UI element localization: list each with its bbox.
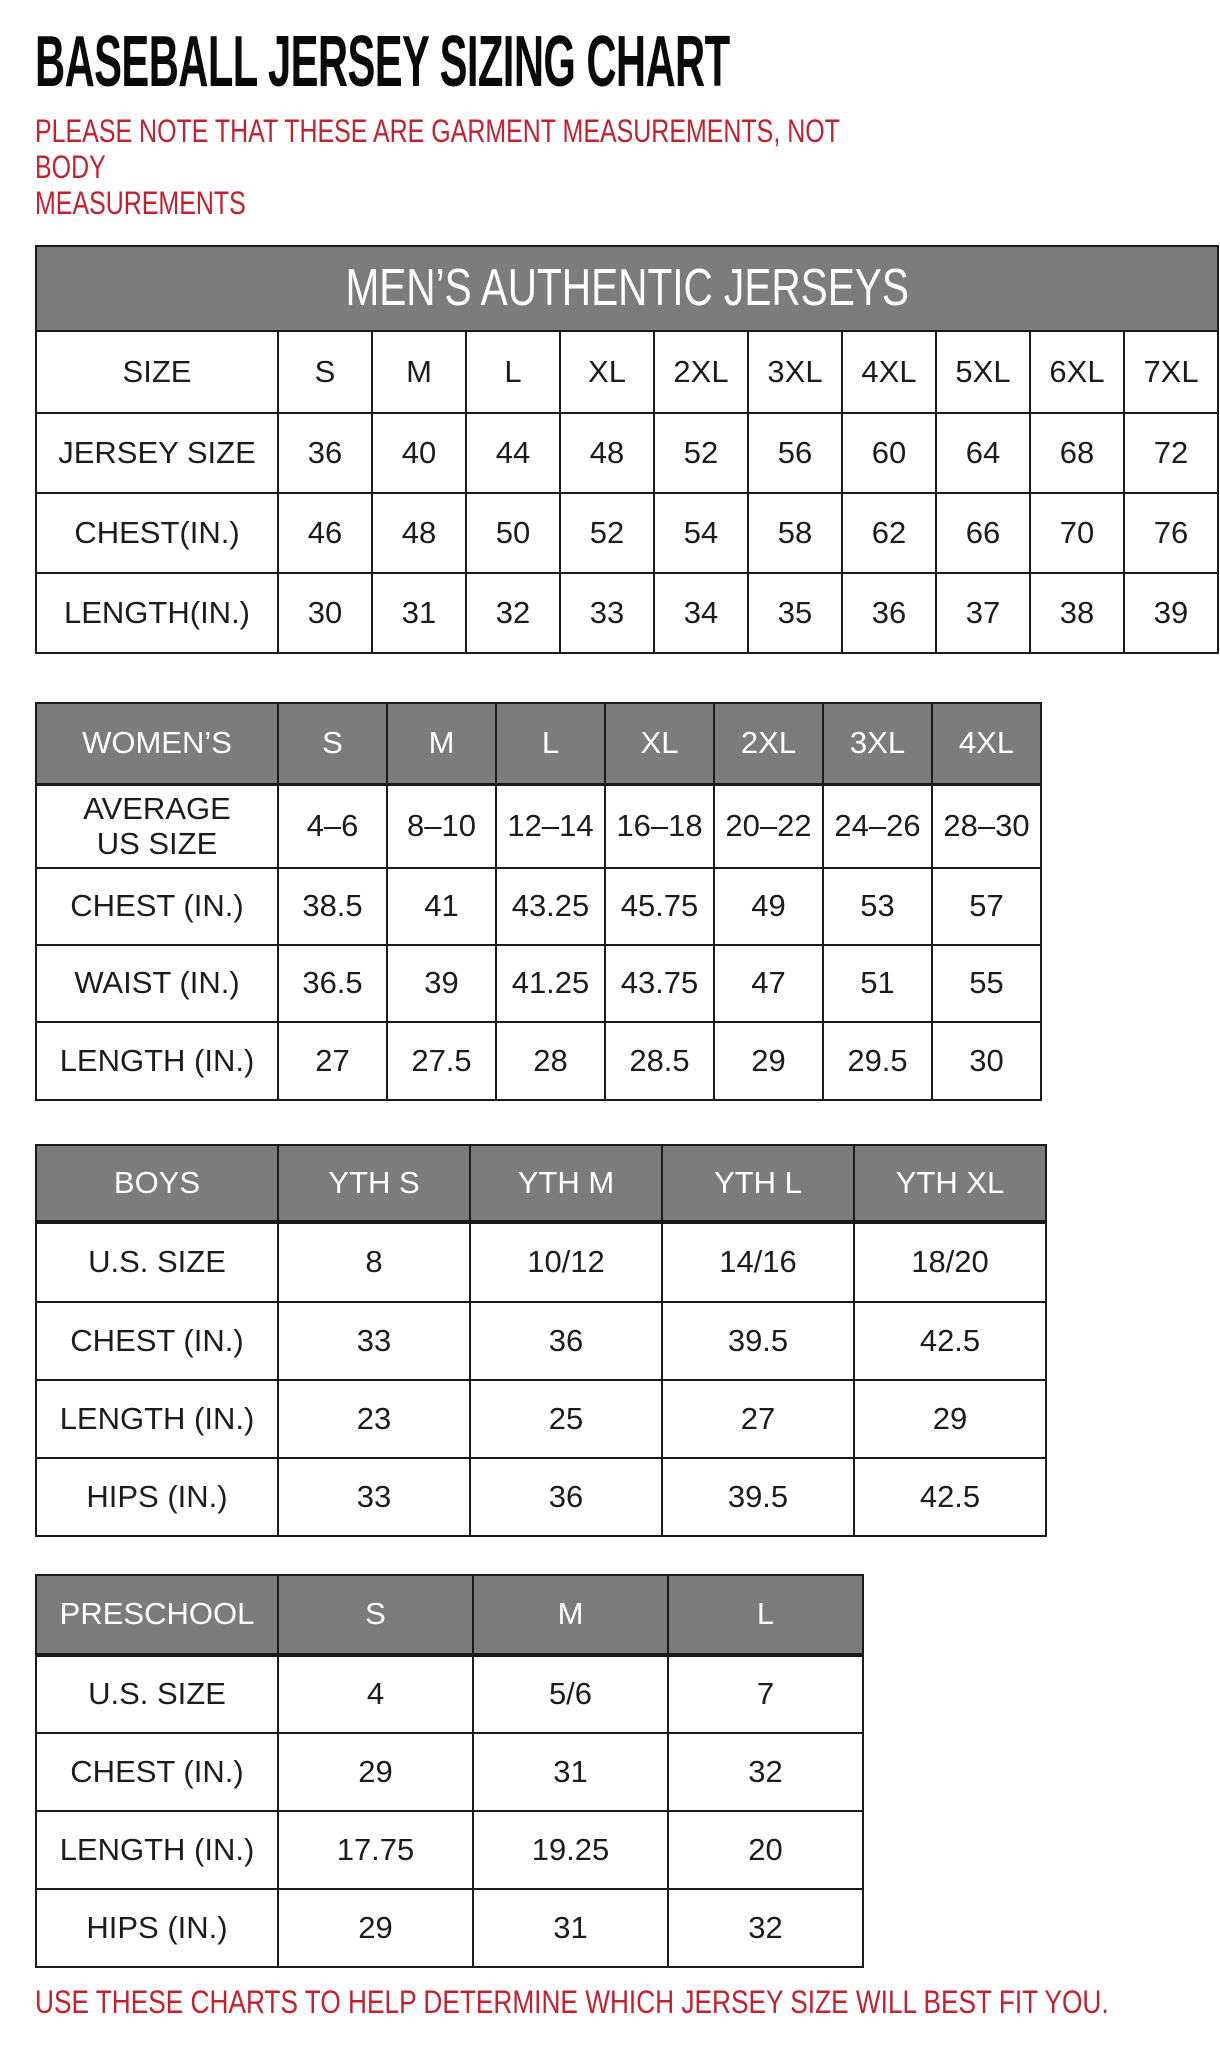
column-header: SIZE [36, 331, 278, 413]
size-value: 25 [470, 1380, 662, 1458]
size-value: 33 [560, 573, 654, 653]
size-value: 44 [466, 413, 560, 493]
table-row [36, 1733, 863, 1811]
size-value: 27 [278, 1022, 387, 1100]
column-header: YTH M [470, 1145, 662, 1222]
size-value: 49 [714, 868, 823, 945]
size-value: 16–18 [605, 785, 714, 868]
size-value: 37 [936, 573, 1030, 653]
size-value: 33 [278, 1458, 470, 1536]
size-value: 28 [496, 1022, 605, 1100]
size-value: 58 [748, 493, 842, 573]
column-header: 2XL [714, 703, 823, 785]
row-label: JERSEY SIZE [36, 413, 278, 493]
column-header: 2XL [654, 331, 748, 413]
mens-table-banner [36, 246, 1218, 331]
size-value: 35 [748, 573, 842, 653]
size-value: 56 [748, 413, 842, 493]
column-header: PRESCHOOL [36, 1575, 278, 1655]
table-row [36, 1889, 863, 1967]
table-row [36, 1575, 863, 1655]
size-value: 7 [668, 1655, 863, 1733]
size-value: 14/16 [662, 1222, 854, 1302]
size-value: 60 [842, 413, 936, 493]
size-value: 32 [668, 1889, 863, 1967]
size-value: 24–26 [823, 785, 932, 868]
size-value: 32 [466, 573, 560, 653]
column-header: 6XL [1030, 331, 1124, 413]
size-value: 34 [654, 573, 748, 653]
size-value: 29 [714, 1022, 823, 1100]
size-value: 36 [470, 1458, 662, 1536]
row-label: CHEST (IN.) [36, 868, 278, 945]
size-value: 70 [1030, 493, 1124, 573]
table-row [36, 1302, 1046, 1380]
row-label: HIPS (IN.) [36, 1889, 278, 1967]
size-value: 20 [668, 1811, 863, 1889]
size-value: 29 [854, 1380, 1046, 1458]
table-row [36, 331, 1218, 413]
size-value: 36 [842, 573, 936, 653]
table-row [36, 1222, 1046, 1302]
column-header: M [473, 1575, 668, 1655]
size-value: 30 [278, 573, 372, 653]
row-label: CHEST (IN.) [36, 1302, 278, 1380]
mens-jerseys-table [35, 245, 1219, 654]
fit-advice-text: USE THESE CHARTS TO HELP DETERMINE WHICH JERSEY SIZE WILL BEST FIT YOU. [35, 1983, 1109, 2020]
boys-jerseys-table [35, 1144, 1047, 1537]
size-value: 66 [936, 493, 1030, 573]
table-row [36, 945, 1041, 1022]
size-value: 27.5 [387, 1022, 496, 1100]
column-header: YTH XL [854, 1145, 1046, 1222]
table-row [36, 868, 1041, 945]
size-value: 42.5 [854, 1458, 1046, 1536]
size-value: 76 [1124, 493, 1218, 573]
column-header: S [278, 703, 387, 785]
size-value: 10/12 [470, 1222, 662, 1302]
column-header: 4XL [842, 331, 936, 413]
table-row [36, 785, 1041, 868]
column-header: L [496, 703, 605, 785]
size-value: 8 [278, 1222, 470, 1302]
row-label: U.S. SIZE [36, 1655, 278, 1733]
size-value: 31 [473, 1733, 668, 1811]
column-header: 5XL [936, 331, 1030, 413]
table-row [36, 1458, 1046, 1536]
row-label: WAIST (IN.) [36, 945, 278, 1022]
size-value: 23 [278, 1380, 470, 1458]
column-header: M [372, 331, 466, 413]
size-value: 51 [823, 945, 932, 1022]
table-row [36, 493, 1218, 573]
size-value: 8–10 [387, 785, 496, 868]
column-header: 3XL [823, 703, 932, 785]
row-label: HIPS (IN.) [36, 1458, 278, 1536]
column-header: BOYS [36, 1145, 278, 1222]
size-value: 40 [372, 413, 466, 493]
column-header: 4XL [932, 703, 1041, 785]
size-value: 36 [470, 1302, 662, 1380]
size-value: 72 [1124, 413, 1218, 493]
column-header: XL [605, 703, 714, 785]
row-label: LENGTH (IN.) [36, 1380, 278, 1458]
page-title-text: BASEBALL JERSEY SIZING CHART [35, 22, 730, 102]
size-value: 32 [668, 1733, 863, 1811]
womens-jerseys-table [35, 702, 1042, 1101]
mens-table-banner-text: MEN’S AUTHENTIC JERSEYS [345, 259, 909, 318]
size-value: 48 [560, 413, 654, 493]
size-value: 64 [936, 413, 1030, 493]
size-value: 42.5 [854, 1302, 1046, 1380]
size-value: 62 [842, 493, 936, 573]
row-label: CHEST (IN.) [36, 1733, 278, 1811]
size-value: 50 [466, 493, 560, 573]
size-value: 45.75 [605, 868, 714, 945]
column-header: 3XL [748, 331, 842, 413]
table-row [36, 1022, 1041, 1100]
size-value: 5/6 [473, 1655, 668, 1733]
size-value: 33 [278, 1302, 470, 1380]
size-value: 4–6 [278, 785, 387, 868]
row-label: LENGTH (IN.) [36, 1022, 278, 1100]
size-value: 36.5 [278, 945, 387, 1022]
row-label: CHEST(IN.) [36, 493, 278, 573]
size-value: 46 [278, 493, 372, 573]
column-header: L [466, 331, 560, 413]
column-header: YTH S [278, 1145, 470, 1222]
size-value: 43.25 [496, 868, 605, 945]
table-row [36, 1145, 1046, 1222]
garment-note-line-1: PLEASE NOTE THAT THESE ARE GARMENT MEASUREMENTS, NOT BODY [35, 112, 840, 185]
size-value: 29.5 [823, 1022, 932, 1100]
column-header: M [387, 703, 496, 785]
size-value: 19.25 [473, 1811, 668, 1889]
size-value: 31 [473, 1889, 668, 1967]
size-value: 31 [372, 573, 466, 653]
column-header: S [278, 331, 372, 413]
table-row [36, 246, 1218, 331]
size-value: 17.75 [278, 1811, 473, 1889]
table-row [36, 1811, 863, 1889]
table-row [36, 1380, 1046, 1458]
table-row [36, 413, 1218, 493]
size-value: 41 [387, 868, 496, 945]
row-label-text: AVERAGE US SIZE [83, 790, 231, 862]
row-label [36, 785, 278, 868]
size-value: 29 [278, 1889, 473, 1967]
size-value: 38.5 [278, 868, 387, 945]
size-value: 52 [560, 493, 654, 573]
row-label: LENGTH (IN.) [36, 1811, 278, 1889]
size-value: 4 [278, 1655, 473, 1733]
column-header: L [668, 1575, 863, 1655]
column-header: YTH L [662, 1145, 854, 1222]
size-value: 28–30 [932, 785, 1041, 868]
size-value: 29 [278, 1733, 473, 1811]
table-row [36, 1655, 863, 1733]
size-value: 38 [1030, 573, 1124, 653]
column-header: WOMEN’S [36, 703, 278, 785]
size-value: 55 [932, 945, 1041, 1022]
garment-note [35, 113, 916, 221]
table-row [36, 573, 1218, 653]
column-header: 7XL [1124, 331, 1218, 413]
size-value: 68 [1030, 413, 1124, 493]
size-value: 43.75 [605, 945, 714, 1022]
size-value: 54 [654, 493, 748, 573]
size-value: 53 [823, 868, 932, 945]
size-value: 39 [1124, 573, 1218, 653]
size-value: 52 [654, 413, 748, 493]
row-label: LENGTH(IN.) [36, 573, 278, 653]
page-title [35, 22, 1220, 103]
size-value: 30 [932, 1022, 1041, 1100]
size-value: 28.5 [605, 1022, 714, 1100]
column-header: S [278, 1575, 473, 1655]
size-value: 12–14 [496, 785, 605, 868]
table-row [36, 703, 1041, 785]
garment-note-line-2: MEASUREMENTS [35, 184, 246, 221]
size-value: 27 [662, 1380, 854, 1458]
size-value: 36 [278, 413, 372, 493]
size-value: 57 [932, 868, 1041, 945]
preschool-jerseys-table [35, 1574, 864, 1968]
size-value: 18/20 [854, 1222, 1046, 1302]
size-value: 39.5 [662, 1302, 854, 1380]
size-value: 41.25 [496, 945, 605, 1022]
size-value: 47 [714, 945, 823, 1022]
column-header: XL [560, 331, 654, 413]
size-value: 48 [372, 493, 466, 573]
size-value: 39.5 [662, 1458, 854, 1536]
size-value: 20–22 [714, 785, 823, 868]
size-value: 39 [387, 945, 496, 1022]
row-label: U.S. SIZE [36, 1222, 278, 1302]
